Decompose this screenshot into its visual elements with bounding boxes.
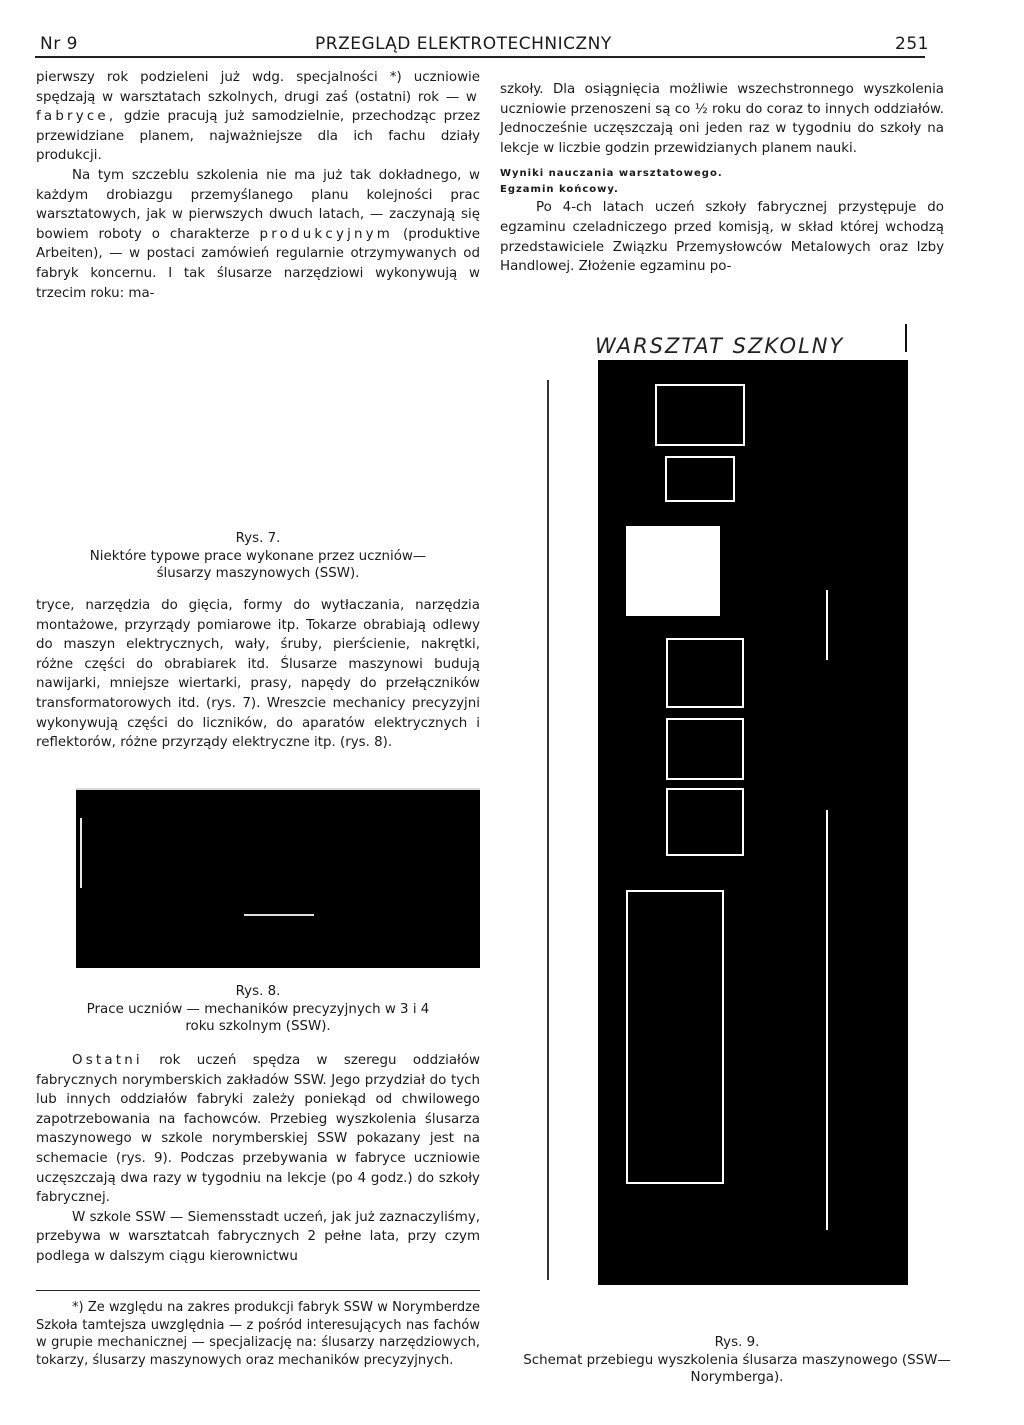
footnote: *) Ze względu na zakres produkcji fabryk SSW w Norymberdze Szkoła tamtejsza uwzględnia — z pośród interesujących nas fachów w grupie mechanicznej — specjalizację na: ślusarzy narzędziowych, tokarzy, ślusarzy maszynowych oraz mechaników precyzyjnych. bbox=[36, 1300, 480, 1368]
paragraph-works: tryce, narzędzia do gięcia, formy do wytłaczania, narzędzia montażowe, przyrządy pomiarowe itp. Tokarze obrabiają odlewy do maszyn elektrycznych, wały, śruby, pierścienie, nakrętki, różne części do obrabiarek itd. Ślusarze maszynowi budują nawijarki, mniejsze wiertarki, prasy, napędy do przełączników transformatorowych itd. (rys. 7). Wreszcie mechanicy precyzyjni wykonywują części do liczników, do aparatów elektrycznych i reflektorów, różne przyrządy elektryczne itp. (rys. 8). bbox=[36, 598, 480, 751]
left-column-mid bbox=[36, 596, 480, 753]
page-number: 251 bbox=[895, 34, 929, 54]
fig9-panel-white bbox=[626, 526, 720, 616]
fig9-right-line-1 bbox=[826, 590, 828, 660]
fig7-caption-block bbox=[36, 530, 480, 583]
header-rule bbox=[35, 56, 925, 58]
legend-final-exam: Egzamin końcowy. bbox=[500, 184, 619, 196]
left-column-top bbox=[36, 68, 480, 303]
fig8-photo-top-edge bbox=[76, 788, 480, 790]
fig8-photo bbox=[76, 788, 480, 968]
fig7-label: Rys. 7. bbox=[235, 531, 281, 546]
paragraph-intro bbox=[36, 68, 480, 166]
fig9-caption-block bbox=[500, 1334, 974, 1387]
fig8-caption-block bbox=[36, 983, 480, 1036]
fig9-schematic bbox=[598, 360, 908, 1285]
legend-workshop-results: Wyniki nauczania warsztatowego. bbox=[500, 168, 723, 180]
fig7-caption: Niektóre typowe prace wykonane przez uczniów—ślusarzy maszynowych (SSW). bbox=[89, 548, 427, 581]
intro-text: pierwszy rok podzieleni już wdg. specjalności *) uczniowie spędzają w warsztatach szkolnych, drugi zaś (ostatni) rok — bbox=[36, 70, 480, 105]
paragraph-last-year bbox=[36, 1051, 480, 1208]
left-column-bottom bbox=[36, 1051, 480, 1267]
fig9-box-5 bbox=[666, 788, 744, 856]
fig9-box-1 bbox=[655, 384, 745, 446]
fig9-left-rule bbox=[547, 380, 549, 1280]
footnote-rule bbox=[36, 1290, 480, 1291]
stage-tail: (produktive Arbeiten), — w postaci zamówień regularnie otrzymywanych od fabryk koncernu. I tak ślusarze narzędziowi wykonywują w trzecim roku: ma- bbox=[36, 226, 480, 301]
fig9-handwritten-label: WARSZTAT SZKOLNY bbox=[595, 334, 845, 358]
intro-tail: gdzie pracują już samodzielnie, przechodząc przez przewidziane planem, najważniejsze dla ich fachu działy produkcji. bbox=[36, 109, 480, 164]
fig9-box-3 bbox=[666, 638, 744, 708]
fig9-right-line-2 bbox=[826, 810, 828, 1230]
journal-title: PRZEGLĄD ELEKTROTECHNICZNY bbox=[315, 34, 612, 54]
page-label: Nr 9 bbox=[40, 34, 78, 54]
fig8-caption: Prace uczniów — mechaników precyzyjnych w 3 i 4 roku szkolnym (SSW). bbox=[86, 1001, 430, 1034]
paragraph-siemensstadt: W szkole SSW — Siemensstadt uczeń, jak już zaznaczyliśmy, przebywa w warsztatcah fabrycznych 2 pełne lata, przy czym podlega w dalszym ciągu kierownictwu bbox=[36, 1209, 480, 1264]
paragraph-rotation: szkoły. Dla osiągnięcia możliwie wszechstronnego wyszkolenia uczniowie przenoszeni są co ½ roku do coraz to innych oddziałów. Jednocześnie uczęszczają oni jeden raz w tygodniu do szkoły na lekcje w liczbie godzin przewidzianych planem nauki. bbox=[500, 82, 944, 156]
fig9-box-6 bbox=[626, 890, 724, 1184]
paragraph-stage bbox=[36, 166, 480, 303]
fig9-header-area bbox=[547, 334, 925, 360]
right-column bbox=[500, 80, 944, 277]
fig9-box-4 bbox=[666, 718, 744, 780]
fig8-label: Rys. 8. bbox=[235, 984, 281, 999]
fig9-caption: Schemat przebiegu wyszkolenia ślusarza maszynowego (SSW—Norymberga). bbox=[523, 1352, 951, 1385]
last-year-text: rok uczeń spędza w szeregu oddziałów fabrycznych norymberskich zakładów SSW. Jego przydział do tych lub innych oddziałów fabryki zależy poniekąd od chwilowego zapotrzebowania na fachowców. Przebieg wyszkolenia ślusarza maszynowego w szkole norymberskiej SSW pokazany jest na schemacie (rys. 9). Podczas przebywania w fabryce uczniowie uczęszczają dwa razy w tygodniu na lekcje (po 4 godz.) do szkoły fabrycznej. bbox=[36, 1053, 480, 1206]
fig8-photo-left-mark bbox=[80, 818, 82, 888]
fig8-photo-mark bbox=[244, 914, 314, 916]
intro-spaced-word: w fabryce, bbox=[36, 89, 480, 125]
fig9-header-tick bbox=[905, 324, 907, 352]
fig9-label: Rys. 9. bbox=[714, 1335, 760, 1350]
fig9-box-2 bbox=[665, 456, 735, 502]
paragraph-exam: Po 4-ch latach uczeń szkoły fabrycznej przystępuje do egzaminu czeladniczego przed komisją, w skład której wchodzą przedstawiciele Związku Przemysłowców Metalowych oraz Izby Handlowej. Złożenie egzaminu po- bbox=[500, 200, 944, 275]
stage-text: Na tym szczeblu szkolenia nie ma już tak dokładnego, w każdym drobiazgu przemyślanego planu kolejności prac warsztatowych, jak w pierwszych dwuch latach, — zaczynają się bowiem roboty o charakterze bbox=[36, 167, 480, 242]
stage-spaced-word: produkcyjnym bbox=[259, 226, 394, 242]
last-year-spaced-word: Ostatni bbox=[72, 1053, 143, 1068]
